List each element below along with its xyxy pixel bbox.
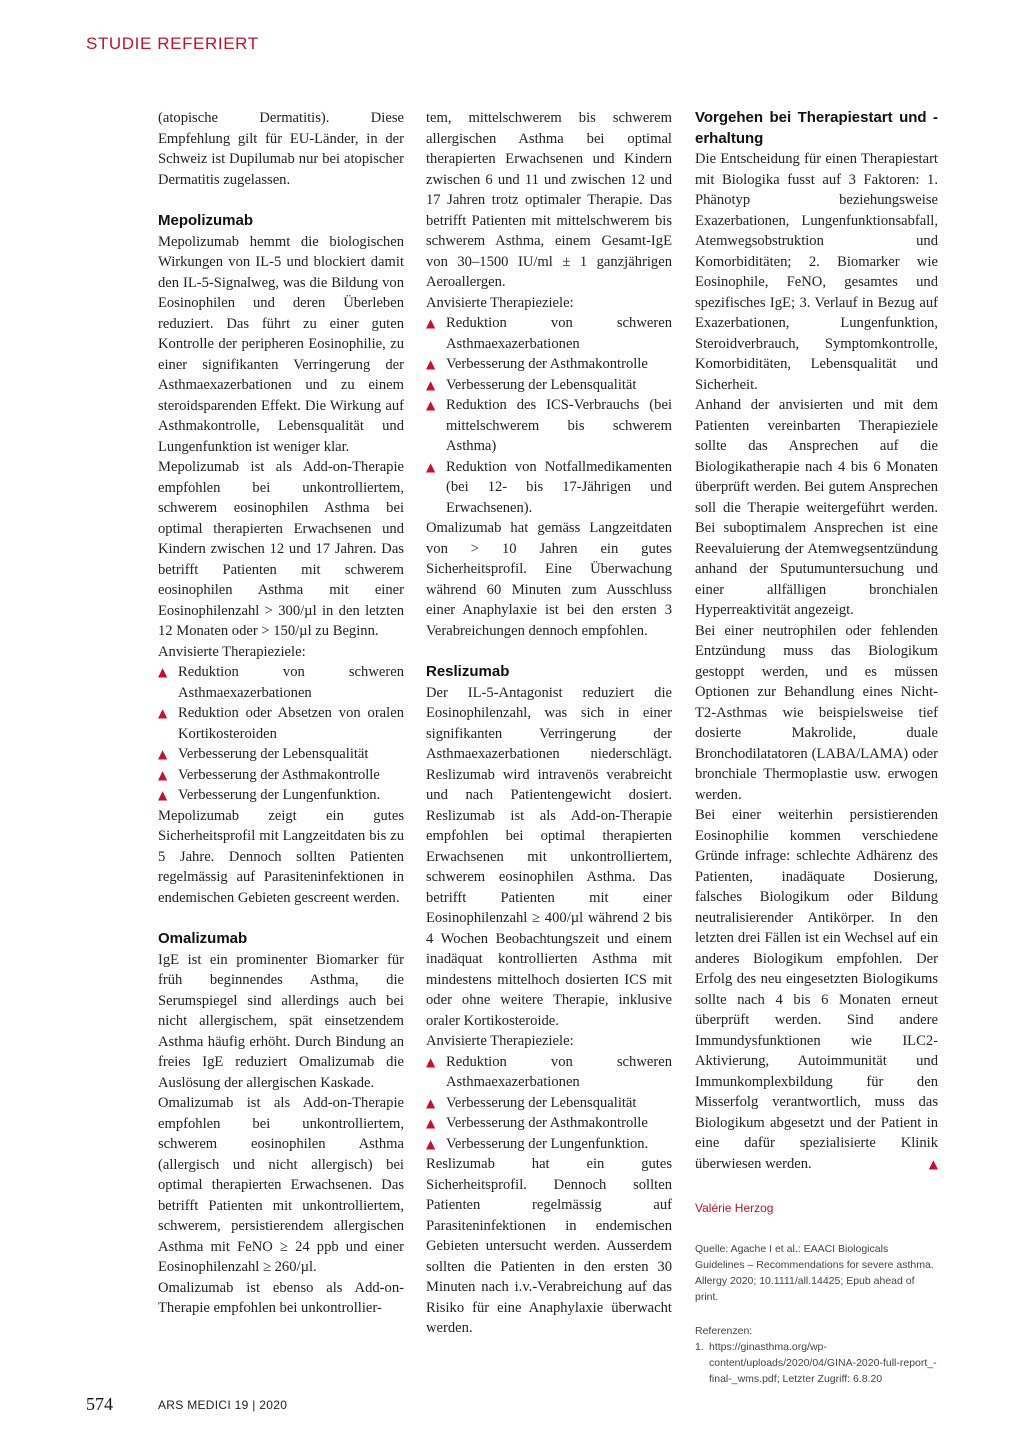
paragraph: Omalizumab hat gemäss Langzeitdaten von > 10 Jahren ein gutes Sicherheitsprofil. Eine Überwachung während 60 Minuten zum Ausschluss einer Anaphylaxie ist bei den ersten 3 Verabreichungen dennoch empfohlen. <box>426 520 672 639</box>
list-item: ▲ Reduktion von schweren Asthmaexazerbationen <box>426 1053 672 1090</box>
paragraph: Anvisierte Therapieziele: <box>426 1033 574 1049</box>
paragraph: Omalizumab ist ebenso als Add-on-Therapie empfohlen bei unkontrollier- <box>158 1279 404 1316</box>
red-triangle-icon: ▲ <box>426 316 436 330</box>
red-triangle-icon: ▲ <box>426 377 436 392</box>
list-item: ▲ Reduktion von schweren Asthmaexazerbationen <box>158 664 404 701</box>
list-item: ▲ Verbesserung der Lebensqualität <box>426 1093 672 1114</box>
paragraph: IgE ist ein prominenter Biomarker für früh beginnendes Asthma, die Serumspiegel sind allerdings auch bei nicht allergischem, spät einsetzendem Asthma häufig erhöht. Durch Bindung an freies IgE reduziert Omalizumab die Auslösung der allergischen Kaskade. <box>158 951 404 1091</box>
paragraph: Reslizumab hat ein gutes Sicherheitsprofil. Dennoch sollten Patienten regelmässig auf Parasiteninfektionen in endemischen Gebieten untersucht werden. Ausserdem sollten die Patienten in den ersten 30 Minuten nach i.v.-Verabreichung auf das Risiko für eine Anaphylaxie überwacht werden. <box>426 1156 672 1336</box>
paragraph: Mepolizumab hemmt die biologischen Wirkungen von IL-5 und blockiert damit den IL-5-Signalweg, was die Bildung von Eosinophilen und deren Überleben reduziert. Das führt zu einer guten Kontrolle der peripheren Eosinophilie, zu einer signifikanten Verringerung der Asthmaexazerbationen und zu einem steroidsparenden Effekt. Die Wirkung auf Asthmakontrolle, Lebensqualität und Lungenfunktion ist weniger klar. <box>158 233 404 455</box>
references-title: Referenzen: <box>695 1324 753 1337</box>
paragraph: Anvisierte Therapieziele: <box>426 294 574 311</box>
list-item: ▲ Reduktion von Notfallmedikamenten (bei 12- bis 17-Jährigen und Erwachsenen). <box>426 458 672 516</box>
list-item: ▲ Verbesserung der Asthmakontrolle <box>426 354 672 375</box>
heading-omalizumab: Omalizumab <box>158 930 248 947</box>
red-triangle-icon: ▲ <box>158 665 168 679</box>
heading-mepolizumab: Mepolizumab <box>158 212 254 229</box>
end-triangle-icon: ▲ <box>928 1156 938 1171</box>
list-item: ▲ Verbesserung der Lungenfunktion. <box>426 1134 672 1155</box>
red-triangle-icon: ▲ <box>158 788 168 802</box>
list-item: ▲ Verbesserung der Asthmakontrolle <box>426 1113 672 1134</box>
bullet-list <box>158 662 404 806</box>
reference-item: 1. https://ginasthma.org/wp-content/uploads/2020/04/GINA-2020-full-report_-final-_wms.pdf; Letzter Zugriff: 6.8.20 <box>695 1340 937 1385</box>
list-item: ▲ Reduktion des ICS-Verbrauchs (bei mittelschwerem bis schwerem Asthma) <box>426 397 672 454</box>
column-2 <box>426 108 672 1339</box>
list-item: ▲ Verbesserung der Lungenfunktion. <box>158 785 404 806</box>
list-item: ▲ Reduktion oder Absetzen von oralen Kortikosteroiden <box>158 705 404 742</box>
paragraph: tem, mittelschwerem bis schwerem allergischen Asthma bei optimal therapierten Erwachsenen und Kindern zwischen 6 und 11 und zwischen 12 und 17 Jahren trotz optimaler Therapie. Das betrifft Patienten mit mittelschwerem bis schwerem Asthma, einem Gesamt-IgE von 30–1500 IU/ml ± 1 ganzjährigen Aeroallergen. <box>426 110 672 290</box>
paragraph: Anvisierte Therapieziele: <box>158 643 306 660</box>
paragraph: Bei einer weiterhin persistierenden Eosinophilie kommen verschiedene Gründe infrage: schlechte Adhärenz des Patienten, inadäquate Dosierung, falsches Biologikum oder Bildung neutralisierender Antikörper. In den letzten drei Fällen ist ein Wechsel auf ein anderes Biologikum empfohlen. Der Erfolg des neu eingesetzten Biologikums sollte nach 4 bis 6 Monaten erneut überprüft werden. Sind andere Immundysfunktionen wie ILC2-Aktivierung, Autoimmunität und Immunkomplexbildung für den Misserfolg verantwortlich, muss das Biologikum abgesetzt und der Patient in eine dafür spezialisierte Klinik überwiesen werden. ▲ <box>695 805 938 1174</box>
paragraph: (atopische Dermatitis). Diese Empfehlung gilt für EU-Länder, in der Schweiz ist Dupilumab nur bei atopischer Dermatitis zugelassen. <box>158 110 404 188</box>
list-item: ▲ Reduktion von schweren Asthmaexazerbationen <box>426 315 672 352</box>
source-citation: Quelle: Agache I et al.: EAACI Biologicals Guidelines – Recommendations for severe asthma. Allergy 2020; 10.1111/all.14425; Epub ahead of print. <box>695 1242 934 1303</box>
list-item: ▲ Verbesserung der Lebensqualität <box>158 744 404 765</box>
paragraph: Mepolizumab ist als Add-on-Therapie empfohlen bei unkontrolliertem, schwerem eosinophilen Asthma bei optimal therapierten Erwachsenen und Kindern zwischen 12 und 17 Jahren. Das betrifft Patienten mit schwerem eosinophilen Asthma mit einer Eosinophilenzahl > 300/µl in den letzten 12 Monaten oder > 150/µl zu Beginn. <box>158 459 404 639</box>
red-triangle-icon: ▲ <box>158 747 168 761</box>
list-item: ▲ Verbesserung der Asthmakontrolle <box>158 765 404 786</box>
page-number: 574 <box>86 1394 113 1414</box>
paragraph: Mepolizumab zeigt ein gutes Sicherheitsprofil mit Langzeitdaten bis zu 5 Jahre. Dennoch sollten Patienten regelmässig auf Parasiteninfektionen in endemischen Gebieten gescreent werden. <box>158 807 404 906</box>
red-triangle-icon: ▲ <box>426 1136 436 1151</box>
heading-therapiestart: Vorgehen bei Therapiestart und -erhaltung <box>695 109 938 147</box>
red-triangle-icon: ▲ <box>426 1095 436 1110</box>
bullet-list <box>426 313 672 518</box>
heading-reslizumab: Reslizumab <box>426 663 510 680</box>
red-triangle-icon: ▲ <box>426 459 436 474</box>
paragraph: Anhand der anvisierten und mit dem Patienten vereinbarten Therapieziele sollte das Ansprechen auf die Biologikatherapie nach 4 bis 6 Monaten überprüft werden. Bei gutem Ansprechen soll die Therapie weitergeführt werden. Bei suboptimalem Ansprechen ist eine Reevaluierung der Atemwegsentzündung anhand der Sputumuntersuchung und einer allfälligen bronchialen Hyperreaktivität angezeigt. <box>695 397 938 618</box>
references-list <box>695 1339 938 1387</box>
journal-name: ARS MEDICI 19 | 2020 <box>158 1398 288 1412</box>
paragraph: Die Entscheidung für einen Therapiestart mit Biologika fusst auf 3 Faktoren: 1. Phänotyp beziehungsweise Exazerbationen, Lungenfunktionsabfall, Atemwegsobstruktion und Komorbiditäten; 2. Biomarker wie Eosinophile, FeNO, gesamtes und spezifisches IgE; 3. Verlauf in Bezug auf Exazerbationen, Lungenfunktion, Steroidverbrauch, Symptomkontrolle, Komorbiditäten, Lebensqualität und Sicherheit. <box>695 151 938 393</box>
paragraph: Bei einer neutrophilen oder fehlenden Entzündung muss das Biologikum gestoppt werden, und es müssen Optionen zur Behandlung eines Nicht-T2-Asthmas wie beispielsweise tief dosierte Makrolide, duale Bronchodilatatoren (LABA/LAMA) oder bronchiale Thermoplastie usw. erwogen werden. <box>695 622 938 803</box>
column-3 <box>695 108 938 1387</box>
red-triangle-icon: ▲ <box>158 767 168 782</box>
section-tag: STUDIE REFERIERT <box>86 34 259 53</box>
red-triangle-icon: ▲ <box>426 357 436 371</box>
paragraph: Omalizumab ist als Add-on-Therapie empfohlen bei unkontrolliertem, schwerem eosinophilen Asthma (allergisch und nicht allergisch) bei optimal therapierten Erwachsenen. Das betrifft Patienten mit unkontrolliertem, schwerem, persistierendem allergischen Asthma mit FeNO ≥ 24 ppb und einer Eosinophilenzahl ≥ 260/µl. <box>158 1095 404 1275</box>
author: Valérie Herzog <box>695 1201 774 1215</box>
bullet-list <box>426 1052 672 1155</box>
red-triangle-icon: ▲ <box>158 706 168 720</box>
red-triangle-icon: ▲ <box>426 1054 436 1069</box>
list-item: ▲ Verbesserung der Lebensqualität <box>426 375 672 396</box>
red-triangle-icon: ▲ <box>426 1116 436 1130</box>
paragraph: Der IL-5-Antagonist reduziert die Eosinophilenzahl, was sich in einer signifikanten Verringerung der Asthmaexazerbationen niederschlägt. Reslizumab wird intravenös verabreicht und nach Patientengewicht dosiert. Reslizumab ist als Add-on-Therapie empfohlen bei optimal therapierten Erwachsenen mit unkontrolliertem, schwerem eosinophilen Asthma. Das betrifft Patienten mit einer Eosinophilenzahl ≥ 400/µl während 2 bis 4 Wochen Beobachtungszeit und einem inadäquat kontrollierten Asthma mit mindestens mittelhoch dosierten ICS mit oder ohne weitere Therapie, inklusive oraler Kortikosteroide. <box>426 684 672 1029</box>
red-triangle-icon: ▲ <box>426 398 436 412</box>
column-1 <box>158 108 404 1319</box>
